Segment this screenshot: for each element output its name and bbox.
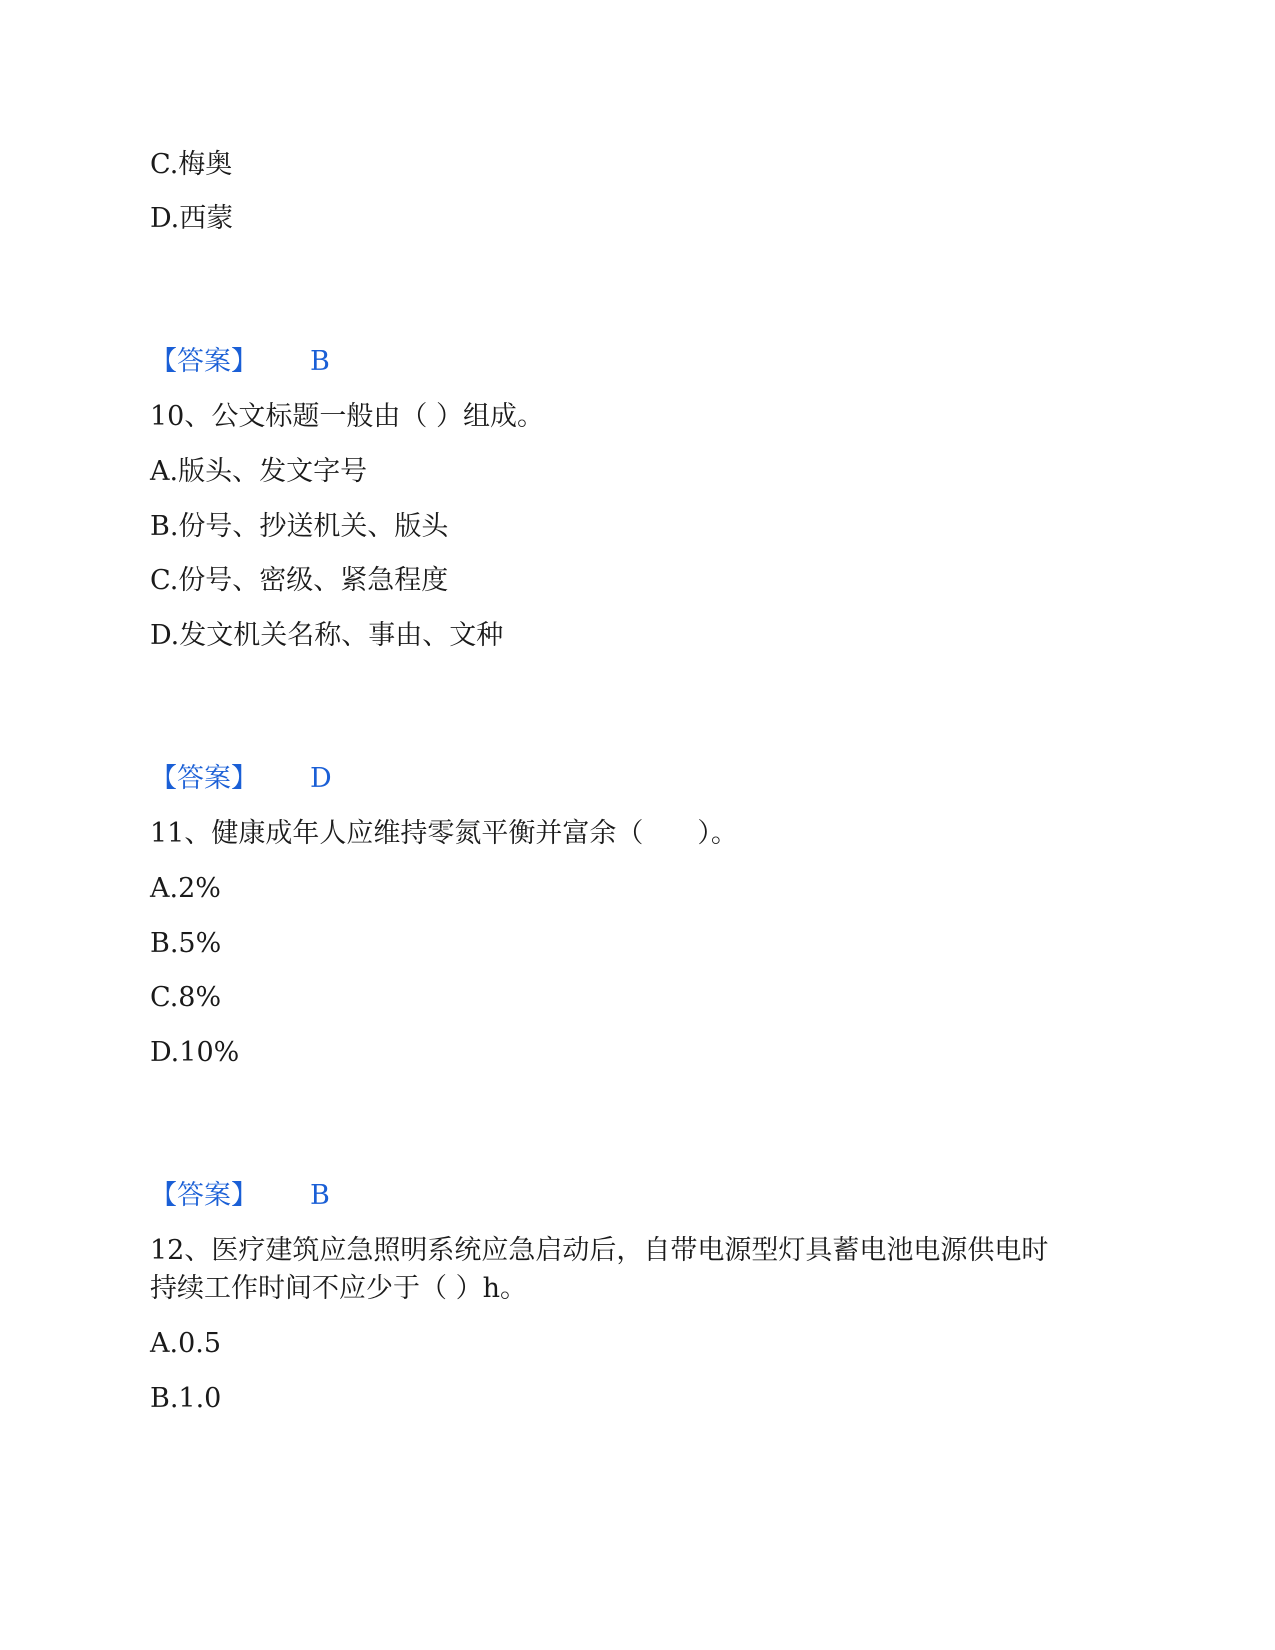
answer-label: 【答案】	[150, 763, 258, 794]
q10-option-d: D.发文机关名称、事由、文种	[150, 620, 504, 651]
q10-option-b: B.份号、抄送机关、版头	[150, 511, 449, 542]
q12-stem-line2: 持续工作时间不应少于（ ）h。	[150, 1273, 527, 1304]
q9-option-d: D.西蒙	[150, 203, 234, 234]
answer-value: D	[310, 763, 332, 794]
q11-stem: 11、健康成年人应维持零氮平衡并富余（ ）。	[150, 818, 738, 849]
q12-option-a: A.0.5	[150, 1328, 222, 1359]
answer-value: B	[310, 346, 330, 377]
answer-value: B	[310, 1180, 330, 1211]
q11-option-d: D.10%	[150, 1037, 240, 1068]
q9-option-c: C.梅奥	[150, 149, 233, 180]
q11-option-a: A.2%	[150, 873, 221, 904]
q12-stem-line1: 12、医疗建筑应急照明系统应急启动后，自带电源型灯具蓄电池电源供电时	[150, 1235, 1049, 1266]
q11-option-b: B.5%	[150, 928, 222, 959]
q10-option-a: A.版头、发文字号	[150, 456, 368, 487]
q11-option-c: C.8%	[150, 982, 222, 1013]
q10-option-c: C.份号、密级、紧急程度	[150, 565, 449, 596]
q12-option-b: B.1.0	[150, 1383, 222, 1414]
answer-10	[150, 762, 332, 796]
answer-label: 【答案】	[150, 346, 258, 377]
answer-11	[150, 1179, 330, 1213]
answer-9	[150, 345, 330, 379]
answer-label: 【答案】	[150, 1180, 258, 1211]
q10-stem: 10、公文标题一般由（ ）组成。	[150, 401, 544, 432]
